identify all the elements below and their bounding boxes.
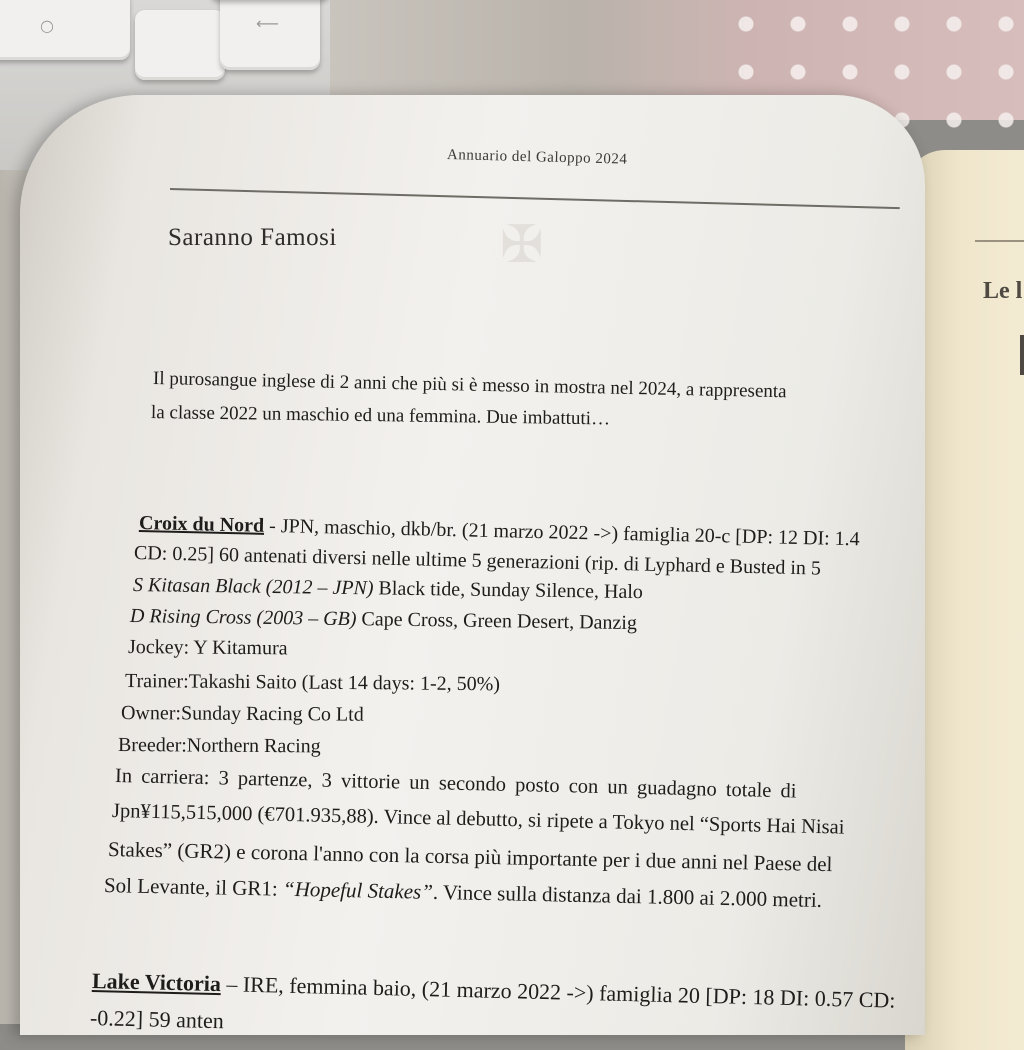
sire-pedigree: Black tide, Sunday Silence, Halo: [373, 577, 644, 604]
entry2-name: Lake Victoria: [91, 968, 222, 997]
entry1-jockey: Jockey: Y Kitamura: [127, 636, 288, 660]
dam-label: D Rising Cross (2003 – GB): [129, 605, 357, 631]
entry1-trainer: Trainer:Takashi Saito (Last 14 days: 1-2, 50%): [124, 670, 501, 696]
race-name: “Hopeful Stakes”: [282, 876, 434, 904]
keyboard-key: [220, 0, 320, 70]
right-page-dark-edge: [1020, 335, 1024, 375]
show-through-emblem: ✠: [500, 217, 544, 274]
key-arrow-icon: ⟵: [256, 14, 279, 33]
entry2-header-details: – IRE, femmina baio, (21 marzo 2022 ->) famiglia 20 [DP: 18 DI: 0.57 CD:: [220, 971, 896, 1013]
intro-line-1: Il purosangue inglese di 2 anni che più si è messo in mostra nel 2024, a rappresenta: [152, 368, 787, 403]
entry1-career-1: In carriera: 3 partenze, 3 vittorie un secondo posto con un guadagno totale di: [114, 765, 797, 803]
keyboard-key: [0, 0, 130, 60]
entry1-career-2: Jpn¥115,515,000 (€701.935,88). Vince al debutto, si ripete a Tokyo nel “Sports Hai Nisai: [111, 800, 845, 839]
entry2-line2: -0.22] 59 anten: [89, 1005, 225, 1034]
entry1-breeder: Breeder:Northern Racing: [117, 734, 321, 758]
right-page-heading: Le l: [983, 278, 1023, 304]
right-page-rule: [975, 240, 1024, 242]
section-title: Saranno Famosi: [168, 224, 337, 251]
entry1-header-details: - JPN, maschio, dkb/br. (21 marzo 2022 ->) famiglia 20-c [DP: 12 DI: 1.4: [263, 514, 860, 551]
sire-label: S Kitasan Black (2012 – JPN): [132, 574, 374, 600]
entry1-line2: CD: 0.25] 60 antenati diversi nelle ultime 5 generazioni (rip. di Lyphard e Busted in 5: [133, 542, 822, 580]
key-circle-icon: ○: [40, 16, 54, 35]
entry1-career-3: Stakes” (GR2) e corona l'anno con la corsa più importante per i due anni nel Paese del: [107, 837, 833, 877]
running-head: Annuario del Galoppo 2024: [446, 147, 628, 168]
keyboard-key: [135, 10, 225, 80]
entry1-name: Croix du Nord: [138, 512, 265, 537]
career-4-end: . Vince sulla distanza dai 1.800 ai 2.000 metri.: [432, 879, 823, 913]
career-4-start: Sol Levante, il GR1:: [103, 873, 284, 901]
intro-line-2: la classe 2022 un maschio ed una femmina. Due imbattuti…: [150, 402, 611, 430]
entry1-owner: Owner:Sunday Racing Co Ltd: [120, 702, 364, 726]
dam-pedigree: Cape Cross, Green Desert, Danzig: [356, 608, 638, 635]
